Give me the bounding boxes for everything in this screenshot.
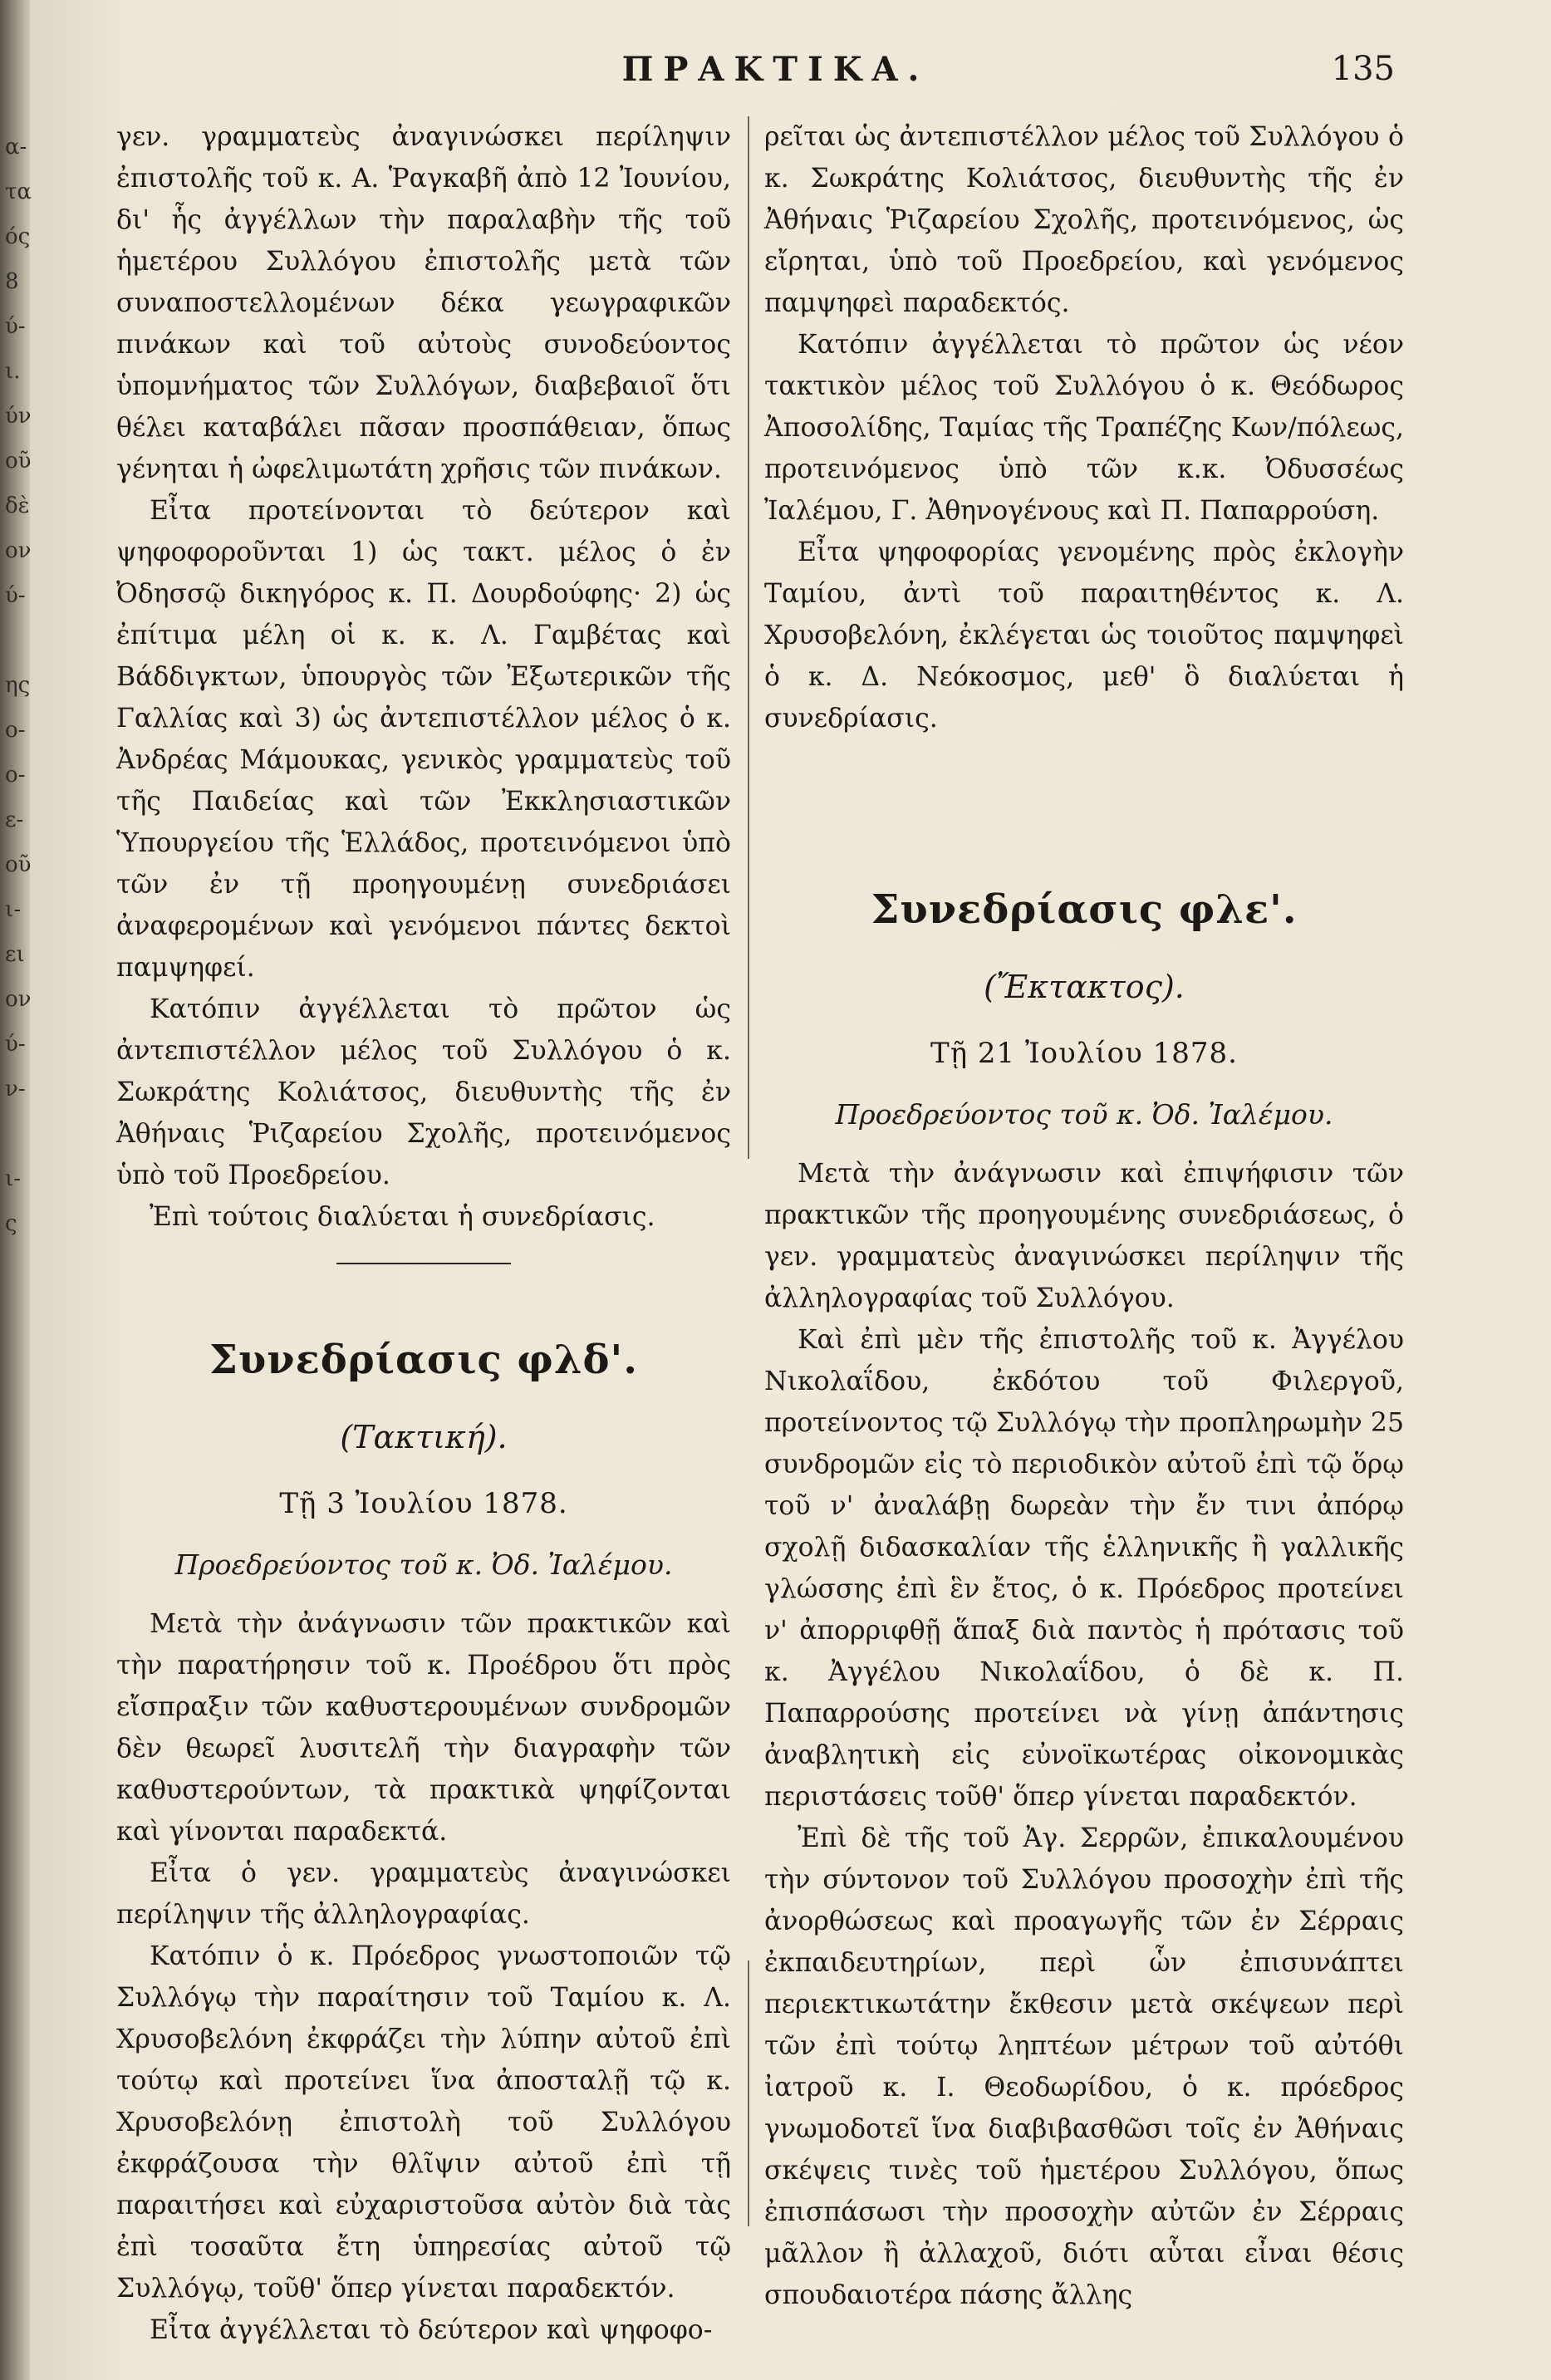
facing-page-fragment <box>5 1695 33 1740</box>
facing-page-fragment: ι. <box>5 359 21 384</box>
facing-page-fragment <box>5 1426 33 1470</box>
facing-page-fragment <box>5 1246 33 1291</box>
facing-page-fragment <box>5 618 33 663</box>
facing-page-fragment <box>5 1560 33 1605</box>
paragraph: ρεῖται ὡς ἀντεπιστέλλον μέλος τοῦ Συλλόγου ὁ κ. Σωκράτης Κολιάτσος, διευθυντὴς τῆς ἐν Ἀθήναις Ῥιζαρείου Σχολῆς, προτεινόμενος, ὡς εἴρηται, ὑπὸ τοῦ Προεδρείου, καὶ γενόμενος παμψηφεὶ παραδεκτός. <box>764 122 1404 318</box>
facing-page-fragment: οῦ <box>5 852 32 877</box>
facing-page-fragments <box>5 125 33 1829</box>
column-rule-lower <box>748 1960 749 2226</box>
session-heading: Συνεδρίασις φλδ'. <box>209 1337 638 1383</box>
facing-page-fragment: ης <box>5 673 31 698</box>
page-number: 135 <box>1331 50 1395 88</box>
left-column <box>116 116 731 2351</box>
facing-page-fragment: α- <box>5 135 27 159</box>
page-header <box>0 50 1551 100</box>
paragraph: Εἶτα ὁ γεν. γραμματεὺς ἀναγινώσκει περίληψιν τῆς ἀλληλογραφίας. <box>116 1858 731 1930</box>
session-date: Τῇ 21 Ἰουλίου 1878. <box>930 1037 1238 1070</box>
paragraph: Κατόπιν ἀγγέλλεται τὸ πρῶτον ὡς νέον τακτικὸν μέλος τοῦ Συλλόγου ὁ κ. Θεόδωρος Ἀποσολίδης, Ταμίας τῆς Τραπέζης Κων/πόλεως, προτεινόμενος ὑπὸ τῶν κ.κ. Ὀδυσσέως Ἰαλέμου, Γ. Ἀθηνογένους καὶ Π. Παπαρρούση. <box>764 330 1404 526</box>
facing-page-fragment: 8 <box>5 269 19 294</box>
facing-page-fragment <box>5 1291 33 1336</box>
facing-page-fragment: ει <box>5 942 25 967</box>
facing-page-fragment: ο- <box>5 718 26 743</box>
section-separator <box>336 1263 511 1264</box>
column-rule <box>748 116 749 1159</box>
facing-page-fragment <box>5 1111 33 1156</box>
spacer <box>764 739 1404 864</box>
facing-page-fragment: ον <box>5 538 32 563</box>
session-date: Τῇ 3 Ἰουλίου 1878. <box>279 1487 568 1520</box>
session-heading: Συνεδρίασις φλε'. <box>871 886 1298 933</box>
right-column <box>764 116 1404 2316</box>
facing-page-fragment <box>5 1336 33 1381</box>
facing-page-fragment <box>5 1470 33 1515</box>
facing-page-fragment: ός <box>5 224 31 249</box>
facing-page-fragment: ι- <box>5 1166 21 1191</box>
facing-page-fragment: ς <box>5 1211 17 1236</box>
paragraph: Εἶτα ψηφοφορίας γενομένης πρὸς ἐκλογὴν Ταμίου, ἀντὶ τοῦ παραιτηθέντος κ. Λ. Χρυσοβελόνη, ἐκλέγεται ὡς τοιοῦτος παμψηφεὶ ὁ κ. Δ. Νεόκοσμος, μεθ' ὃ διαλύεται ἡ συνεδρίασις. <box>764 537 1404 734</box>
session-type: (Τακτική). <box>340 1419 508 1455</box>
facing-page-fragment: δὲ <box>5 493 30 518</box>
facing-page-fragment: ι- <box>5 897 21 922</box>
paragraph: γεν. γραμματεὺς ἀναγινώσκει περίληψιν ἐπιστολῆς τοῦ κ. Α. Ῥαγκαβῆ ἀπὸ 12 Ἰουνίου, δι' ἧς ἀγγέλλων τὴν παραλαβὴν τῆς τοῦ ἡμετέρου Συλλόγου ἐπιστολῆς μετὰ τῶν συναποστελλομένων δέκα γεωγραφικῶν πινάκων καὶ τοῦ αὐτοὺς συνοδεύοντος ὑπομνήματος τῶν Συλλόγων, διαβεβαιοῖ ὅτι θέλει καταβάλει πᾶσαν προσπάθειαν, ὅπως γένηται ἡ ὠφελιμωτάτη χρῆσις τῶν πινάκων. <box>116 122 731 484</box>
presiding-line: Προεδρεύοντος τοῦ κ. Ὀδ. Ἰαλέμου. <box>174 1548 673 1581</box>
facing-page-fragment: ύ- <box>5 583 26 608</box>
paragraph: Μετὰ τὴν ἀνάγνωσιν τῶν πρακτικῶν καὶ τὴν παρατήρησιν τοῦ κ. Προέδρου ὅτι πρὸς εἴσπραξιν τῶν καθυστερουμένων συνδρομῶν δὲν θεωρεῖ λυσιτελῆ τὴν διαγραφὴν τῶν καθυστερούντων, τὰ πρακτικὰ ψηφίζονται καὶ γίνονται παραδεκτά. <box>116 1609 731 1847</box>
paragraph: Καὶ ἐπὶ μὲν τῆς ἐπιστολῆς τοῦ κ. Ἀγγέλου Νικολαΐδου, ἐκδότου τοῦ Φιλεργοῦ, προτείνοντος τῷ Συλλόγῳ τὴν προπληρωμὴν 25 συνδρομῶν εἰς τὸ περιοδικὸν αὐτοῦ ἐπὶ τῷ ὅρῳ τοῦ ν' ἀναλάβῃ δωρεὰν τὴν ἔν τινι ἀπόρῳ σχολῇ διδασκαλίαν τῆς ἑλληνικῆς ἢ γαλλικῆς γλώσσης ἐπὶ ἓν ἔτος, ὁ κ. Πρόεδρος προτείνει ν' ἀπορριφθῇ ἅπαξ διὰ παντὸς ἡ πρότασις τοῦ κ. Ἀγγέλου Νικολαΐδου, ὁ δὲ κ. Π. Παπαρρούσης προτείνει νὰ γίνῃ ἀπάντησις ἀναβλητικὴ εἰς εὐνοϊκωτέρας οἰκονομικὰς περιστάσεις τοῦθ' ὅπερ γίνεται παραδεκτόν. <box>764 1325 1404 1812</box>
paragraph: Κατόπιν ὁ κ. Πρόεδρος γνωστοποιῶν τῷ Συλλόγῳ τὴν παραίτησιν τοῦ Ταμίου κ. Λ. Χρυσοβελόνη ἐκφράζει τὴν λύπην αὐτοῦ ἐπὶ τούτῳ καὶ προτείνει ἵνα ἀποσταλῇ τῷ κ. Χρυσοβελόνῃ ἐπιστολὴ τοῦ Συλλόγου ἐκφράζουσα τὴν θλῖψιν αὐτοῦ ἐπὶ τῇ παραιτήσει καὶ εὐχαριστοῦσα αὐτὸν διὰ τὰς ἐπὶ τοσαῦτα ἔτη ὑπηρεσίας αὐτοῦ τῷ Συλλόγῳ, τοῦθ' ὅπερ γίνεται παραδεκτόν. <box>116 1941 731 2304</box>
paragraph: Εἶτα προτείνονται τὸ δεύτερον καὶ ψηφοφοροῦνται 1) ὡς τακτ. μέλος ὁ ἐν Ὀδησσῷ δικηγόρος κ. Π. Δουρδούφης· 2) ὡς ἐπίτιμα μέλη οἱ κ. κ. Λ. Γαμβέτας καὶ Βάδδιγκτων, ὑπουργὸς τῶν Ἐξωτερικῶν τῆς Γαλλίας καὶ 3) ὡς ἀντεπιστέλλον μέλος ὁ κ. Ἀνδρέας Μάμουκας, γενικὸς γραμματεὺς τοῦ τῆς Παιδείας καὶ τῶν Ἐκκλησιαστικῶν Ὑπουργείου τῆς Ἑλλάδος, προτεινόμενοι ὑπὸ τῶν ἐν τῇ προηγουμένῃ συνεδριάσει ἀναφερομένων καὶ γενόμενοι πάντες δεκτοὶ παμψηφεί. <box>116 496 731 983</box>
paragraph: Ἐπὶ τούτοις διαλύεται ἡ συνεδρίασις. <box>150 1202 655 1232</box>
facing-page-fragment <box>5 1381 33 1426</box>
facing-page-fragment <box>5 1605 33 1650</box>
facing-page-fragment <box>5 1740 33 1784</box>
facing-page-fragment <box>5 1784 33 1829</box>
paragraph: Εἶτα ἀγγέλλεται τὸ δεύτερον καὶ ψηφοφο- <box>150 2315 713 2345</box>
running-title: ΠΡΑΚΤΙΚΑ. <box>621 50 930 89</box>
facing-page-fragment: τα <box>5 179 32 204</box>
facing-page-fragment <box>5 1650 33 1695</box>
facing-page-fragment: ύ- <box>5 314 26 339</box>
facing-page-fragment: ν- <box>5 1077 26 1102</box>
facing-page-fragment: ο- <box>5 763 26 788</box>
facing-page-fragment: ε- <box>5 807 24 832</box>
facing-page-fragment <box>5 1515 33 1560</box>
facing-page-fragment: ύ- <box>5 1032 26 1057</box>
facing-page-fragment: ον <box>5 987 32 1012</box>
paragraph: Ἐπὶ δὲ τῆς τοῦ Ἀγ. Σερρῶν, ἐπικαλουμένου τὴν σύντονον τοῦ Συλλόγου προσοχὴν ἐπὶ τῆς ἀνορθώσεως καὶ προαγωγῆς τῶν ἐν Σέρραις ἐκπαιδευτηρίων, περὶ ὧν ἐπισυνάπτει περιεκτικωτάτην ἔκθεσιν μετὰ σκέψεων περὶ τῶν ἐπὶ τούτῳ ληπτέων μέτρων τοῦ αὐτόθι ἰατροῦ κ. Ι. Θεοδωρίδου, ὁ κ. πρόεδρος γνωμοδοτεῖ ἵνα διαβιβασθῶσι τοῖς ἐν Ἀθήναις σκέψεις τινὲς τοῦ ἡμετέρου Συλλόγου, ὅπως ἐπισπάσωσι τὴν προσοχὴν αὐτῶν ἐν Σέρραις μᾶλλον ἢ ἀλλαχοῦ, διότι αὗται εἶναι θέσις σπουδαιοτέρα πάσης ἄλλης <box>764 1823 1404 2310</box>
presiding-line: Προεδρεύοντος τοῦ κ. Ὀδ. Ἰαλέμου. <box>835 1098 1333 1131</box>
facing-page-fragment: οῦ <box>5 449 32 474</box>
facing-page-fragment: ύν <box>5 404 32 429</box>
paragraph: Κατόπιν ἀγγέλλεται τὸ πρῶτον ὡς ἀντεπιστέλλον μέλος τοῦ Συλλόγου ὁ κ. Σωκράτης Κολιάτσος, διευθυντὴς τῆς ἐν Ἀθήναις Ῥιζαρείου Σχολῆς, προτεινόμενος ὑπὸ τοῦ Προεδρείου. <box>116 994 731 1190</box>
paragraph: Μετὰ τὴν ἀνάγνωσιν καὶ ἐπιψήφισιν τῶν πρακτικῶν τῆς προηγουμένης συνεδριάσεως, ὁ γεν. γραμματεὺς ἀναγινώσκει περίληψιν τῆς ἀλληλογραφίας τοῦ Συλλόγου. <box>764 1159 1404 1313</box>
session-type: (Ἔκτακτος). <box>984 969 1185 1005</box>
